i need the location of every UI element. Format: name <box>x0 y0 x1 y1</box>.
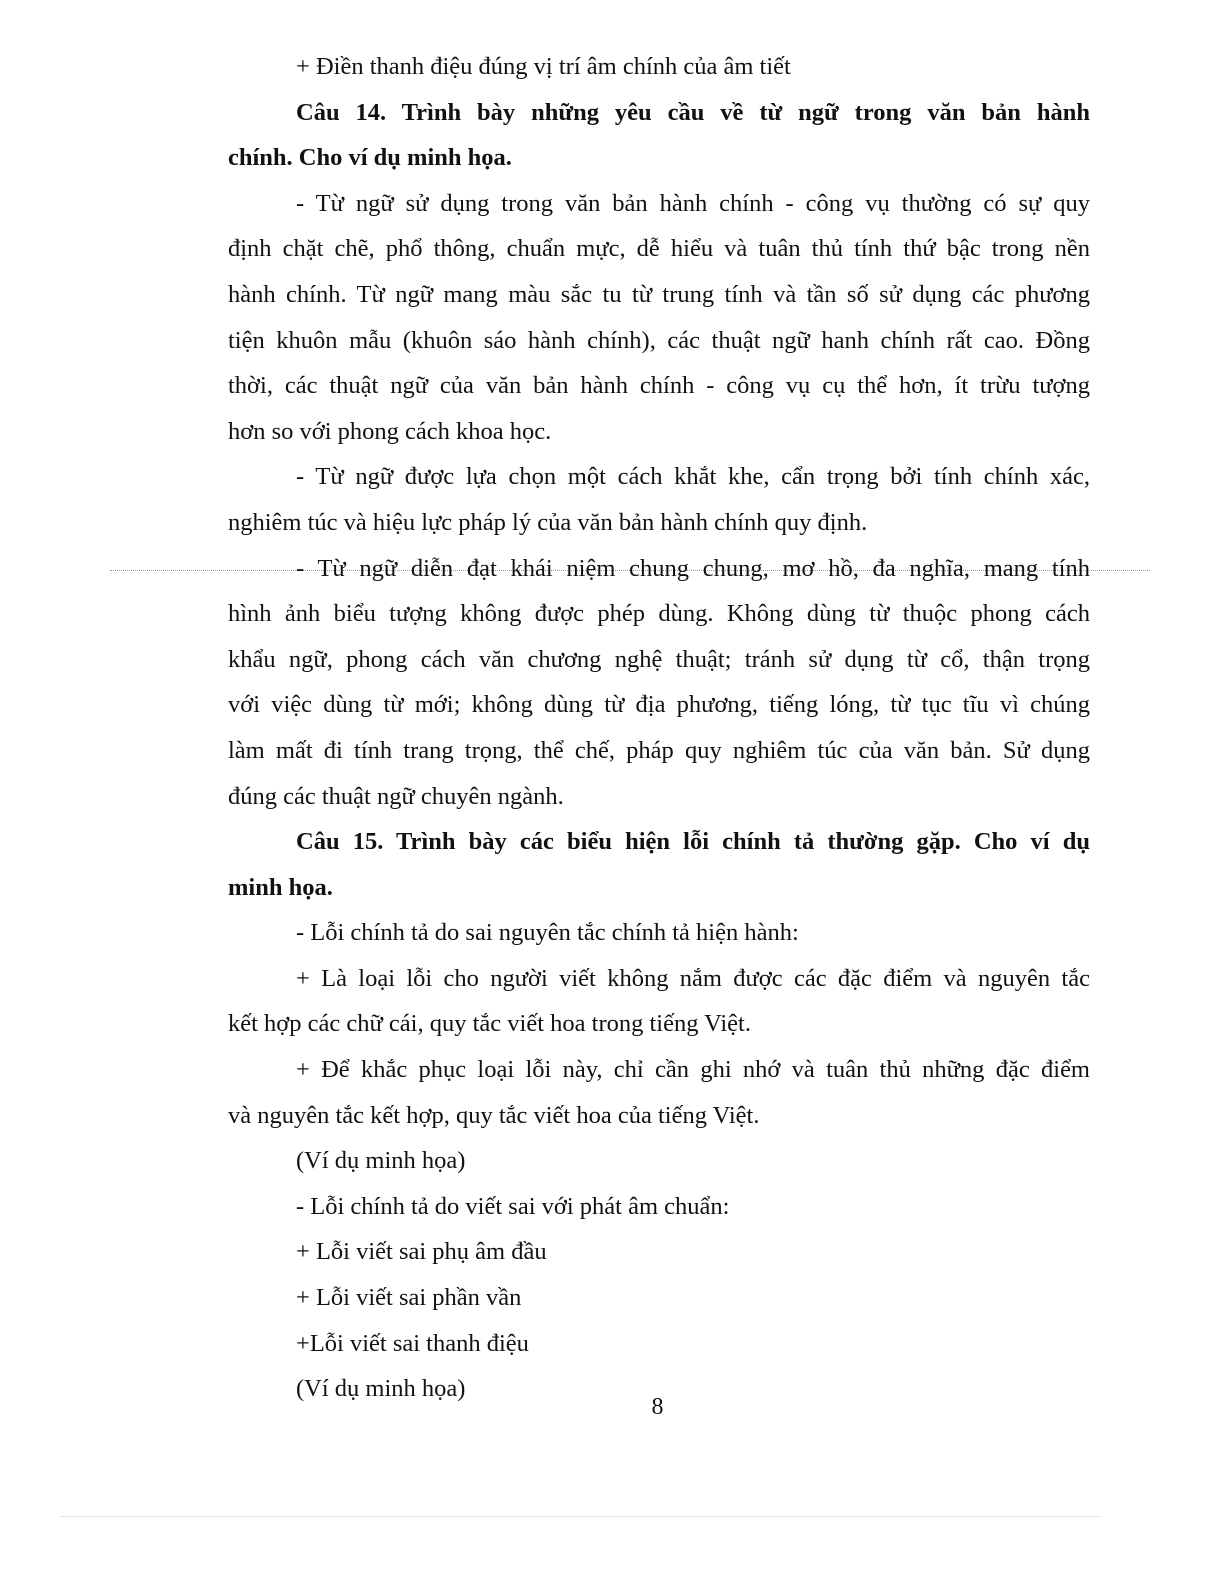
text-line: khẩu ngữ, phong cách văn chương nghệ thuật; tránh sử dụng từ cổ, thận trọng <box>228 645 1090 673</box>
text-line: hình ảnh biểu tượng không được phép dùng. Không dùng từ thuộc phong cách <box>228 600 1090 628</box>
text-line: hành chính. Từ ngữ mang màu sắc tu từ trung tính và tần số sử dụng các phương <box>228 280 1090 308</box>
text-line: (Ví dụ minh họa) <box>296 1147 466 1175</box>
text-line: - Lỗi chính tả do viết sai với phát âm chuẩn: <box>296 1192 730 1220</box>
question-heading-line: chính. Cho ví dụ minh họa. <box>228 144 512 172</box>
text-line: - Từ ngữ sử dụng trong văn bản hành chính - công vụ thường có sự quy <box>296 189 1090 217</box>
scan-artifact-line-bottom <box>60 1516 1100 1517</box>
text-line: kết hợp các chữ cái, quy tắc viết hoa trong tiếng Việt. <box>228 1010 751 1038</box>
text-line: và nguyên tắc kết hợp, quy tắc viết hoa của tiếng Việt. <box>228 1101 760 1129</box>
text-line: - Từ ngữ diễn đạt khái niệm chung chung, mơ hồ, đa nghĩa, mang tính <box>296 554 1090 582</box>
text-line: với việc dùng từ mới; không dùng từ địa phương, tiếng lóng, từ tục tĩu vì chúng <box>228 691 1090 719</box>
text-line: nghiêm túc và hiệu lực pháp lý của văn bản hành chính quy định. <box>228 508 868 536</box>
text-line: định chặt chẽ, phổ thông, chuẩn mực, dễ hiểu và tuân thủ tính thứ bậc trong nền <box>228 235 1090 263</box>
text-line: + Là loại lỗi cho người viết không nắm được các đặc điểm và nguyên tắc <box>296 964 1090 992</box>
text-line: + Lỗi viết sai phần vần <box>296 1284 522 1312</box>
text-line: tiện khuôn mẫu (khuôn sáo hành chính), các thuật ngữ hanh chính rất cao. Đồng <box>228 326 1090 354</box>
text-line: + Lỗi viết sai phụ âm đầu <box>296 1238 547 1266</box>
question-heading-line: Câu 14. Trình bày những yêu cầu về từ ngữ trong văn bản hành <box>296 98 1090 126</box>
document-body <box>228 44 1090 1412</box>
text-line: - Lỗi chính tả do sai nguyên tắc chính tả hiện hành: <box>296 919 799 947</box>
question-heading-line: Câu 15. Trình bày các biểu hiện lỗi chính tả thường gặp. Cho ví dụ <box>296 828 1090 856</box>
text-line: thời, các thuật ngữ của văn bản hành chính - công vụ cụ thể hơn, ít trừu tượng <box>228 372 1090 400</box>
question-heading-line: minh họa. <box>228 873 333 901</box>
page-number: 8 <box>651 1394 664 1420</box>
text-line: + Điền thanh điệu đúng vị trí âm chính của âm tiết <box>296 53 791 80</box>
text-line: làm mất đi tính trang trọng, thể chế, pháp quy nghiêm túc của văn bản. Sử dụng <box>228 736 1090 764</box>
text-line: đúng các thuật ngữ chuyên ngành. <box>228 782 564 810</box>
text-line: + Để khắc phục loại lỗi này, chỉ cần ghi nhớ và tuân thủ những đặc điểm <box>296 1056 1090 1084</box>
text-line: +Lỗi viết sai thanh điệu <box>296 1329 529 1357</box>
text-line: (Ví dụ minh họa) <box>296 1375 466 1403</box>
text-line: hơn so với phong cách khoa học. <box>228 417 552 445</box>
text-line: - Từ ngữ được lựa chọn một cách khắt khe, cẩn trọng bởi tính chính xác, <box>296 463 1090 491</box>
